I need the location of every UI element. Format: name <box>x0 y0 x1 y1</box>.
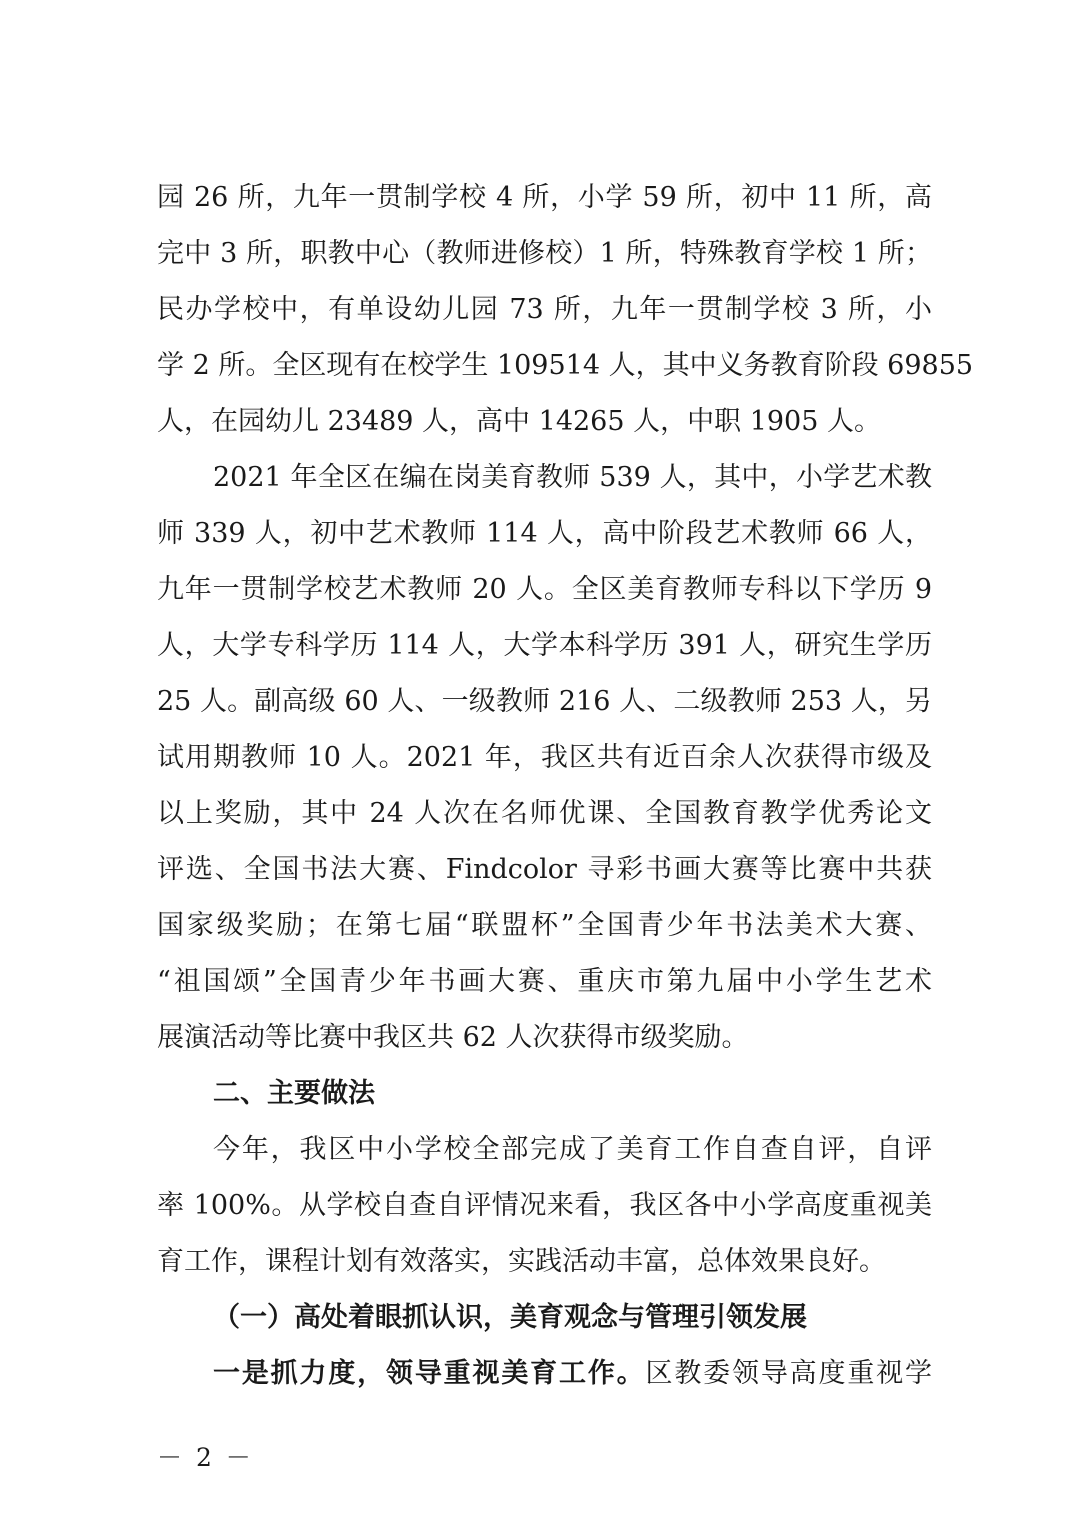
paragraph-line: 师 339 人，初中艺术教师 114 人，高中阶段艺术教师 66 人， <box>157 518 932 549</box>
paragraph-line: 国家级奖励；在第七届“联盟杯”全国青少年书法美术大赛、 <box>157 910 932 941</box>
paragraph-line: 率 100%。从学校自查自评情况来看，我区各中小学高度重视美 <box>157 1190 932 1221</box>
paragraph-line: 人，大学专科学历 114 人，大学本科学历 391 人，研究生学历 <box>157 630 932 661</box>
paragraph-line: 人，在园幼儿 23489 人，高中 14265 人，中职 1905 人。 <box>157 406 881 437</box>
paragraph-line: 园 26 所，九年一贯制学校 4 所，小学 59 所，初中 11 所，高 <box>157 182 932 213</box>
paragraph-line: “祖国颂”全国青少年书画大赛、重庆市第九届中小学生艺术 <box>157 966 932 997</box>
paragraph-line: 评选、全国书法大赛、Findcolor 寻彩书画大赛等比赛中共获 <box>157 854 932 885</box>
subsection-heading: （一）高处着眼抓认识，美育观念与管理引领发展 <box>213 1302 807 1333</box>
paragraph-line: 试用期教师 10 人。2021 年，我区共有近百余人次获得市级及 <box>157 742 932 773</box>
paragraph-line: 以上奖励，其中 24 人次在名师优课、全国教育教学优秀论文 <box>157 798 932 829</box>
paragraph-line: 民办学校中，有单设幼儿园 73 所，九年一贯制学校 3 所，小 <box>157 294 932 325</box>
paragraph-line: 完中 3 所，职教中心（教师进修校）1 所，特殊教育学校 1 所； <box>157 238 932 269</box>
point-lead: 一是抓力度，领导重视美育工作。 <box>213 1358 646 1389</box>
paragraph-line: 学 2 所。全区现有在校学生 109514 人，其中义务教育阶段 69855 <box>157 350 974 381</box>
point-text: 区教委领导高度重视学 <box>645 1358 932 1389</box>
paragraph-line: 2021 年全区在编在岗美育教师 539 人，其中，小学艺术教 <box>213 462 932 493</box>
paragraph-line: 展演活动等比赛中我区共 62 人次获得市级奖励。 <box>157 1022 749 1053</box>
page-number: － 2 － <box>157 1443 254 1472</box>
paragraph-line <box>157 1346 932 1402</box>
paragraph-line: 九年一贯制学校艺术教师 20 人。全区美育教师专科以下学历 9 <box>157 574 932 605</box>
paragraph-line: 25 人。副高级 60 人、一级教师 216 人、二级教师 253 人，另 <box>157 686 932 717</box>
paragraph-line: 育工作，课程计划有效落实，实践活动丰富，总体效果良好。 <box>157 1246 886 1277</box>
paragraph-line: 今年，我区中小学校全部完成了美育工作自查自评，自评 <box>213 1134 932 1165</box>
document-body <box>157 170 974 1402</box>
section-heading: 二、主要做法 <box>213 1078 375 1109</box>
